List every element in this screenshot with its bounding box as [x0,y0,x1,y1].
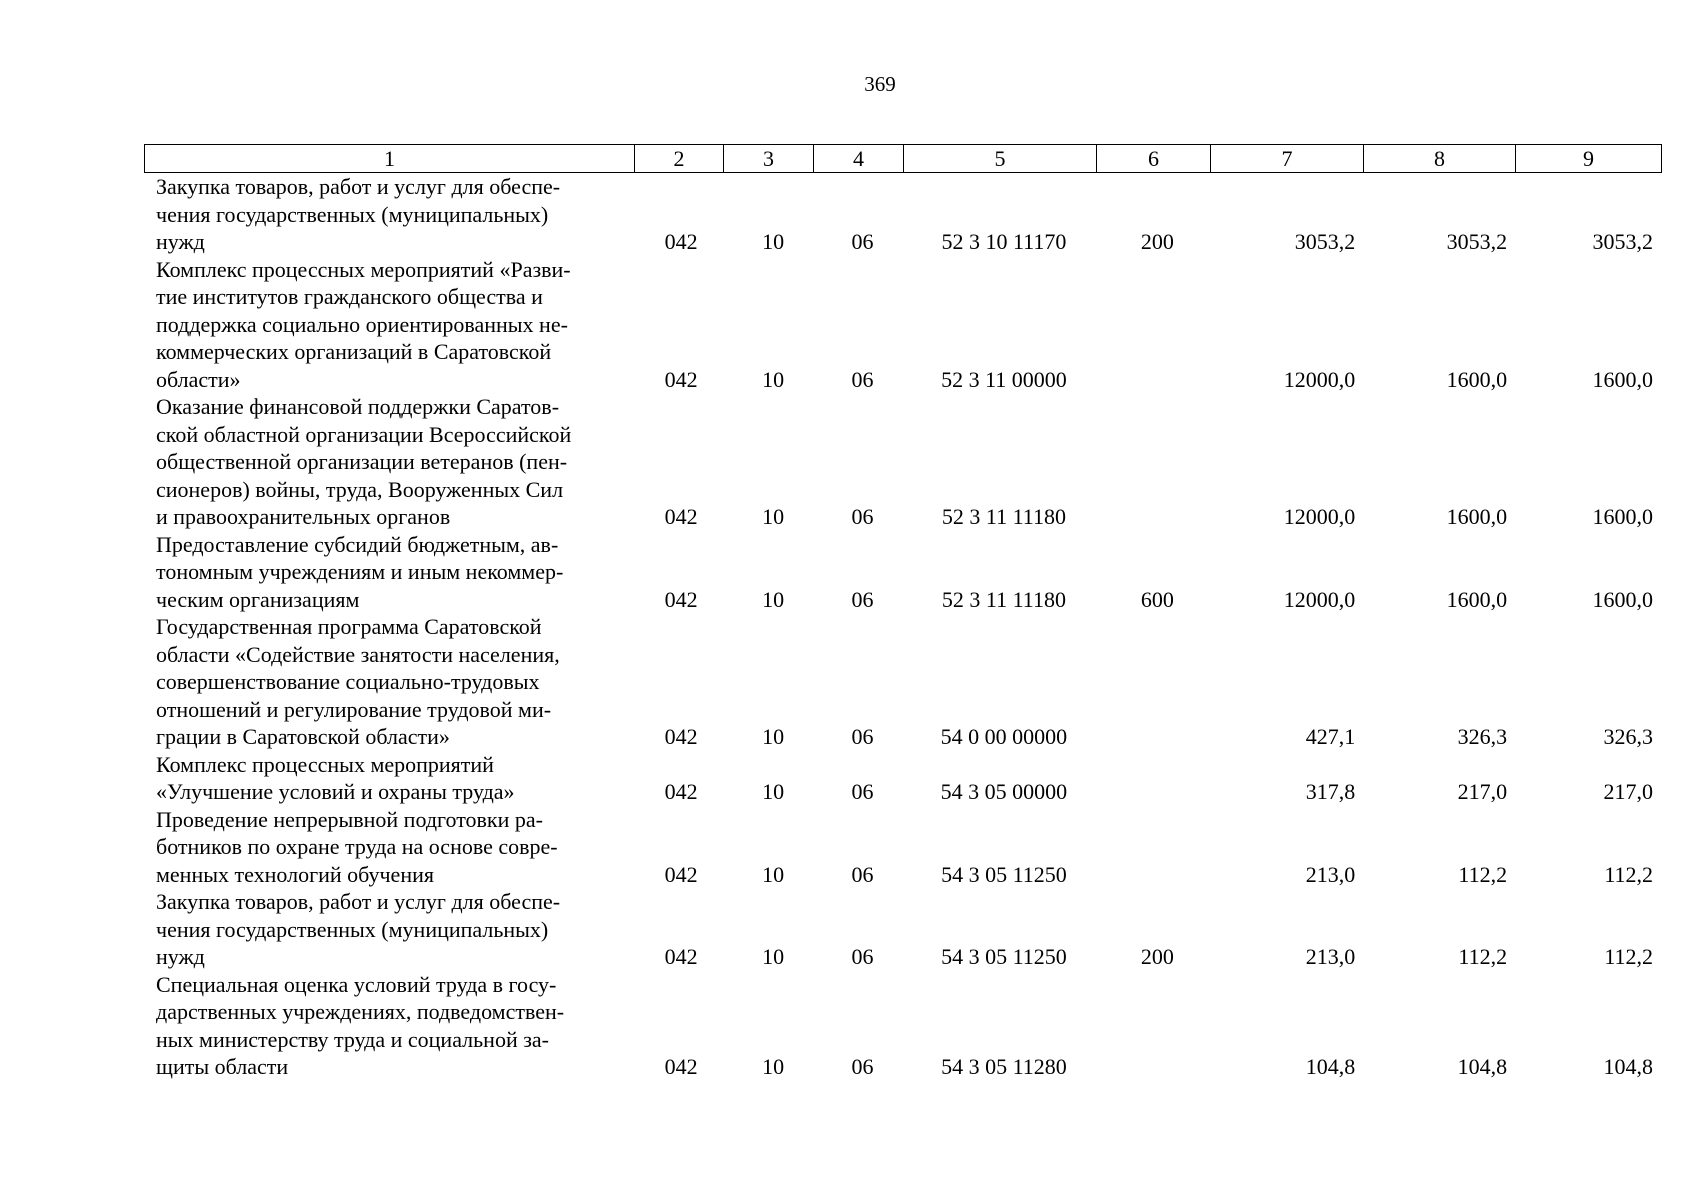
amount-year-2: 1600,0 [1446,366,1508,392]
description-line: области» [156,366,241,392]
description-line: сионеров) войны, труда, Вооруженных Сил [156,476,564,502]
row-description [144,173,634,256]
amount-year-1: 3053,2 [1294,229,1356,254]
expense-type-code: 200 [1140,229,1174,254]
ministry-code: 042 [664,724,698,749]
amount-year-3: 1600,0 [1592,586,1653,612]
target-article-code: 54 3 05 00000 [940,779,1068,804]
target-article-code: 54 3 05 11250 [941,861,1067,887]
amount-year-3: 3053,2 [1592,229,1653,254]
description-line: ской областной организации Всероссийской [156,421,572,447]
amount-year-3: 1600,0 [1592,366,1653,392]
description-line: Комплекс процессных мероприятий [156,751,494,777]
row-description [144,531,634,614]
description-line: отношений и регулирование трудовой ми- [156,696,552,722]
ministry-code: 042 [664,586,698,612]
table-row [144,531,1665,614]
amount-year-1: 12000,0 [1283,586,1356,612]
amount-year-2: 326,3 [1457,724,1508,749]
target-article-code: 54 3 05 11250 [941,944,1067,969]
description-line: чения государственных (муниципальных) [156,201,549,227]
subsection-code: 06 [851,586,874,612]
column-header-4: 4 [814,145,904,173]
amount-year-1: 104,8 [1305,1054,1356,1079]
subsection-code: 06 [851,724,874,749]
column-header-1: 1 [145,145,635,173]
amount-year-3: 1600,0 [1592,504,1653,529]
amount-year-1: 317,8 [1305,779,1356,804]
description-line: чения государственных (муниципальных) [156,916,549,942]
description-line: Предоставление субсидий бюджетным, ав- [156,531,559,557]
description-line: Проведение непрерывной подготовки ра- [156,806,543,832]
column-header-2: 2 [635,145,724,173]
column-header-3: 3 [724,145,814,173]
ministry-code: 042 [664,779,698,804]
section-code: 10 [762,366,785,392]
target-article-code: 54 0 00 00000 [940,724,1068,749]
amount-year-2: 112,2 [1458,861,1508,887]
description-line: совершенствование социально-трудовых [156,669,540,694]
section-code: 10 [762,586,785,612]
subsection-code: 06 [851,504,874,529]
row-description [144,393,634,531]
section-code: 10 [762,504,785,529]
column-header-row [145,145,1662,173]
description-line: поддержка социально ориентированных не- [156,311,568,337]
amount-year-1: 12000,0 [1283,504,1356,529]
row-description [144,888,634,971]
ministry-code: 042 [664,229,698,254]
table-row [144,806,1665,889]
row-description [144,751,634,806]
description-line: менных технологий обучения [156,861,434,887]
amount-year-3: 217,0 [1603,779,1653,804]
table-row [144,751,1665,806]
table-row [144,888,1665,971]
description-line: ботников по охране труда на основе совре- [156,834,558,859]
column-header-7: 7 [1211,145,1364,173]
amount-year-2: 3053,2 [1446,229,1508,254]
amount-year-3: 326,3 [1603,724,1653,749]
table-row [144,256,1665,394]
subsection-code: 06 [851,366,874,392]
amount-year-2: 104,8 [1457,1054,1508,1079]
description-line: дарственных учреждениях, подведомствен- [156,999,565,1024]
row-description [144,256,634,394]
amount-year-2: 1600,0 [1446,504,1508,529]
description-line: щиты области [156,1054,289,1079]
amount-year-1: 213,0 [1305,861,1356,887]
description-line: Специальная оценка условий труда в госу- [156,971,557,997]
amount-year-2: 217,0 [1457,779,1508,804]
description-line: и правоохранительных органов [156,504,451,529]
description-line: Закупка товаров, работ и услуг для обеспе- [156,889,561,914]
section-code: 10 [762,779,785,804]
amount-year-1: 213,0 [1305,944,1356,969]
section-code: 10 [762,1054,785,1079]
description-line: тие институтов гражданского общества и [156,284,543,309]
description-line: грации в Саратовской области» [156,724,450,749]
expense-type-code: 200 [1140,944,1174,969]
column-header-6: 6 [1097,145,1211,173]
description-line: области «Содействие занятости населения, [156,641,560,667]
subsection-code: 06 [851,779,874,804]
description-line: ческим организациям [156,586,360,612]
row-description [144,806,634,889]
ministry-code: 042 [664,861,698,887]
description-line: нужд [156,944,205,969]
ministry-code: 042 [664,1054,698,1079]
table-row [144,393,1665,531]
description-line: Государственная программа Саратовской [156,614,542,639]
description-line: Оказание финансовой поддержки Саратов- [156,394,560,419]
section-code: 10 [762,944,785,969]
column-header-9: 9 [1516,145,1662,173]
column-header-5: 5 [904,145,1097,173]
description-line: ных министерству труда и социальной за- [156,1026,550,1052]
target-article-code: 52 3 11 11180 [941,504,1066,529]
amount-year-1: 12000,0 [1283,366,1356,392]
section-code: 10 [762,724,785,749]
description-line: общественной организации ветеранов (пен- [156,449,568,474]
subsection-code: 06 [851,861,874,887]
target-article-code: 52 3 11 00000 [941,366,1067,392]
subsection-code: 06 [851,229,874,254]
amount-year-1: 427,1 [1305,724,1356,749]
ministry-code: 042 [664,504,698,529]
column-header-8: 8 [1364,145,1516,173]
subsection-code: 06 [851,944,874,969]
description-line: «Улучшение условий и охраны труда» [156,779,515,804]
amount-year-3: 104,8 [1603,1054,1653,1079]
subsection-code: 06 [851,1054,874,1079]
table-row [144,613,1665,751]
description-line: коммерческих организаций в Саратовской [156,339,552,364]
ministry-code: 042 [664,944,698,969]
expense-type-code: 600 [1140,586,1174,612]
amount-year-2: 1600,0 [1446,586,1508,612]
column-header-table [144,144,1662,173]
amount-year-3: 112,2 [1604,861,1653,887]
page-number: 369 [864,72,896,96]
table-row [144,971,1665,1081]
target-article-code: 52 3 11 11180 [941,586,1066,612]
amount-year-3: 112,2 [1604,944,1653,969]
section-code: 10 [762,229,785,254]
table-row [144,173,1665,256]
target-article-code: 52 3 10 11170 [941,229,1067,254]
row-description [144,971,634,1081]
budget-table-body [144,173,1665,1081]
section-code: 10 [762,861,785,887]
row-description [144,613,634,751]
description-line: Закупка товаров, работ и услуг для обеспе- [156,174,561,199]
amount-year-2: 112,2 [1458,944,1508,969]
target-article-code: 54 3 05 11280 [941,1054,1067,1079]
description-line: нужд [156,229,205,254]
description-line: тономным учреждениям и иным некоммер- [156,559,564,584]
description-line: Комплекс процессных мероприятий «Разви- [156,256,571,282]
ministry-code: 042 [664,366,698,392]
